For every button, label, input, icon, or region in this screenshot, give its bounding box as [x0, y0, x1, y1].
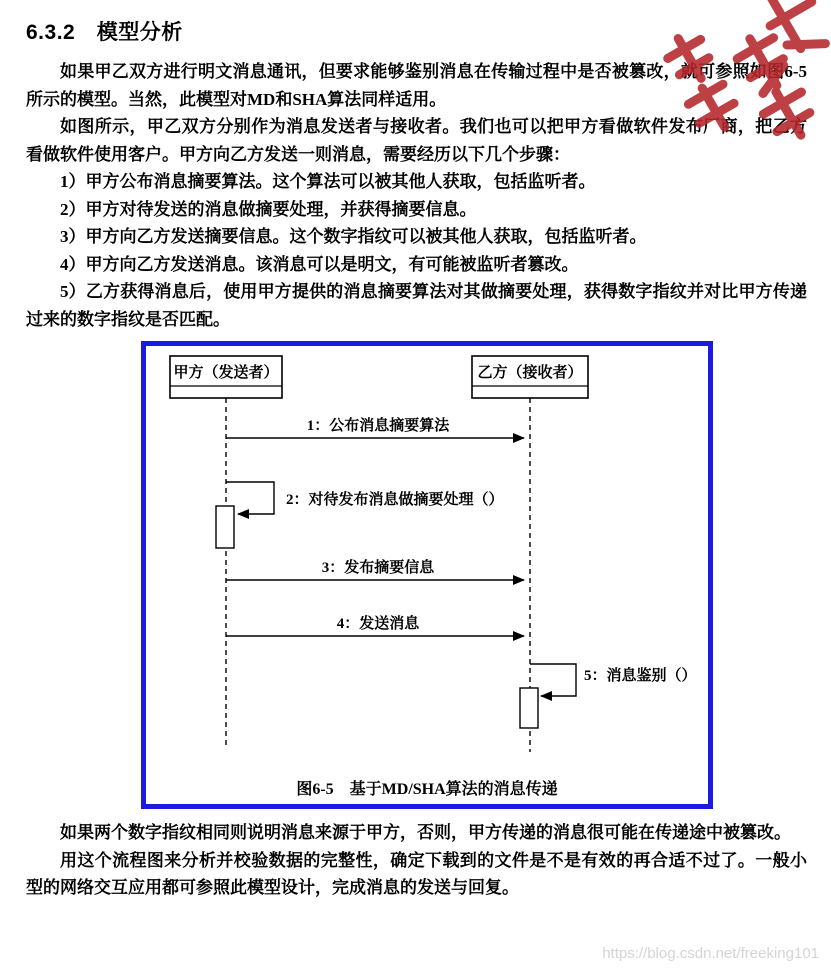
message-label-5: 5：消息鉴别（）	[584, 668, 697, 685]
sequence-diagram-svg	[146, 346, 708, 804]
paragraph-conclusion-2: 用这个流程图来分析并校验数据的完整性，确定下载到的文件是不是有效的再合适不过了。一般小型的网络交互应用都可参照此模型设计，完成消息的发送与回复。	[26, 850, 807, 898]
message-label-2: 2：对待发布消息做摘要处理（）	[286, 492, 504, 509]
actor-box-right	[472, 356, 588, 398]
message-label-3: 3：发布摘要信息	[321, 560, 435, 577]
actor-label-left: 甲方（发送者）	[173, 365, 279, 382]
paragraph-intro: 如果甲乙双方进行明文消息通讯，但要求能够鉴别消息在传输过程中是否被篡改，就可参照如图6-5所示的模型。当然，此模型对MD和SHA算法同样适用。	[26, 62, 807, 109]
activation-bar-right	[520, 688, 538, 728]
actor-label-right: 乙方（接收者）	[477, 365, 583, 382]
activation-bar-left	[216, 506, 234, 548]
paragraph-roles: 如图所示，甲乙双方分别作为消息发送者与接收者。我们也可以把甲方看做软件发布厂商，把乙方看做软件使用客户。甲方向乙方发送一则消息，需要经历以下几个步骤：	[26, 117, 807, 164]
message-label-1: 1：公布消息摘要算法	[306, 418, 450, 435]
section-heading: 6.3.2 模型分析	[26, 21, 183, 44]
list-item-2: 2）甲方对待发送的消息做摘要处理，并获得摘要信息。	[60, 199, 477, 219]
list-item-5: 5）乙方获得消息后，使用甲方提供的消息摘要算法对其做摘要处理，获得数字指纹并对比甲方传递过来的数字指纹是否匹配。	[26, 282, 807, 329]
list-item-1: 1）甲方公布消息摘要算法。这个算法可以被其他人获取，包括监听者。	[60, 172, 596, 192]
watermark-text: https://blog.csdn.net/freeking101	[602, 945, 819, 962]
actor-box-left	[170, 356, 282, 398]
sequence-diagram	[141, 341, 713, 809]
list-item-3: 3）甲方向乙方发送摘要信息。这个数字指纹可以被其他人获取，包括监听者。	[60, 227, 647, 247]
message-label-4: 4：发送消息	[336, 616, 420, 633]
list-item-4: 4）甲方向乙方发送消息。该消息可以是明文，有可能被监听者篡改。	[60, 254, 579, 274]
paragraph-conclusion-1: 如果两个数字指纹相同则说明消息来源于甲方，否则，甲方传递的消息很可能在传递途中被篡改。	[60, 823, 791, 843]
diagram-caption: 图6-5 基于MD/SHA算法的消息传递	[296, 781, 558, 799]
